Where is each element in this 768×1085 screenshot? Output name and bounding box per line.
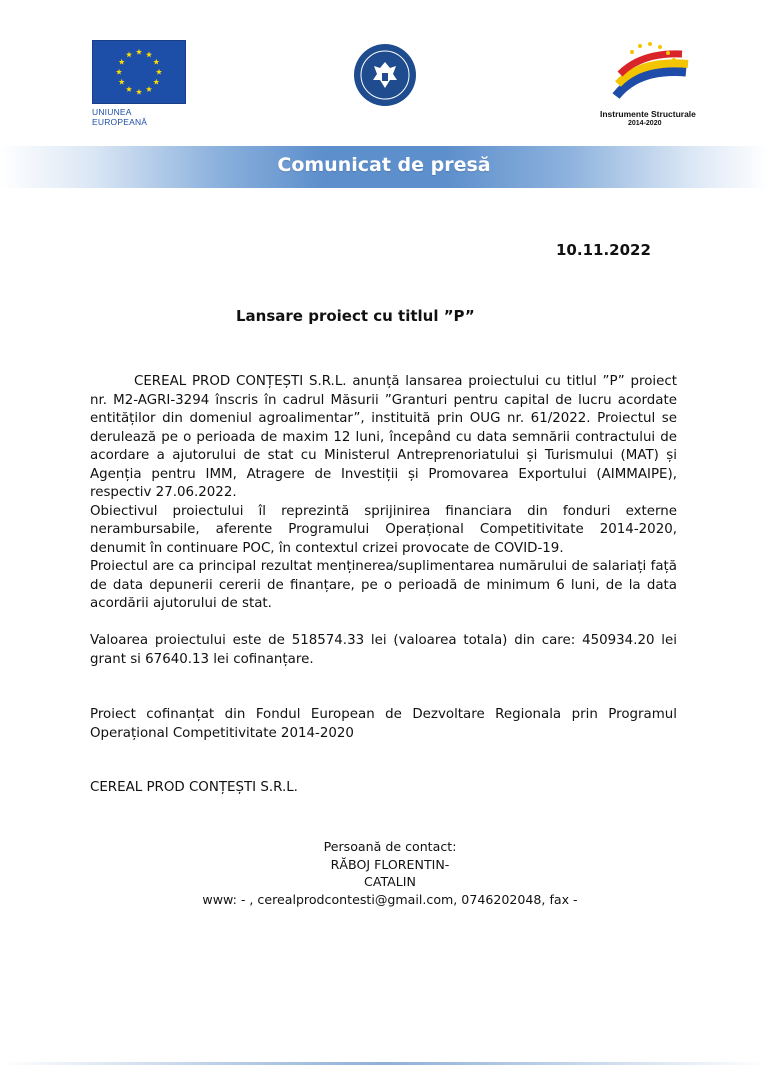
eu-flag-icon bbox=[92, 40, 186, 104]
eu-star-icon bbox=[119, 59, 125, 65]
eu-star-icon bbox=[156, 69, 162, 75]
document-body bbox=[90, 373, 677, 743]
eu-logo bbox=[92, 40, 186, 127]
eu-star-icon bbox=[153, 59, 159, 65]
document-date: 10.11.2022 bbox=[556, 241, 651, 259]
contact-label: Persoană de contact: bbox=[323, 839, 457, 854]
eu-star-icon bbox=[136, 89, 142, 95]
eu-logo-caption: UNIUNEA EUROPEANĂ bbox=[92, 107, 148, 127]
document-title: Lansare proiect cu titlul ”P” bbox=[236, 307, 475, 325]
paragraph-result: Proiectul are ca principal rezultat menținerea/suplimentarea numărului de salariați față de data depunerii cererii de finanțare, pe o perioadă de minimum 6 luni, de la data acordării ajutorului de stat. bbox=[90, 559, 677, 611]
eu-star-icon bbox=[126, 51, 132, 57]
company-signature: CEREAL PROD CONȚEȘTI S.R.L. bbox=[90, 780, 298, 795]
eu-star-icon bbox=[146, 86, 152, 92]
paragraph-project-value: Valoarea proiectului este de 518574.33 lei (valoarea totala) din care: 450934.20 lei grant si 67640.13 lei cofinanțare. bbox=[90, 633, 677, 667]
contact-name-line2: CATALIN bbox=[364, 874, 416, 889]
footer-divider bbox=[0, 1062, 768, 1065]
paragraph-announcement: CEREAL PROD CONȚEȘTI S.R.L. anunță lansarea proiectului cu titlul ”P” proiect nr. M2-AGRI-3294 înscris în cadrul Măsurii ”Granturi pentru capital de lucru acordate entităților din domeniul agroalimentar”, instituită prin OUG nr. 61/2022. Proiectul se derulează pe o perioada de maxim 12 luni, începând cu data semnării contractului de acordare a ajutorului de stat cu Ministerul Antreprenoriatului și Turismului (MAT) și Agenția pentru IMM, Atragere de Investiții și Promovarea Exportului (AIMMAIPE), respectiv 27.06.2022. bbox=[90, 374, 677, 500]
guvernul-romaniei-seal-icon bbox=[352, 42, 418, 108]
eu-star-icon bbox=[119, 79, 125, 85]
contact-block bbox=[150, 838, 630, 908]
structural-logo-caption: Instrumente Structurale bbox=[600, 109, 696, 119]
banner-title: Comunicat de presă bbox=[277, 154, 491, 176]
logo-header bbox=[0, 0, 768, 140]
eu-star-icon bbox=[146, 51, 152, 57]
contact-details: www: - , cerealprodcontesti@gmail.com, 0746202048, fax - bbox=[202, 891, 578, 907]
paragraph-objective: Obiectivul proiectului îl reprezintă sprijinirea financiara din fonduri externe nerambursabile, aferente Programului Operațional Competitivitate 2014-2020, denumit în continuare POC, în contextul crizei provocate de COVID-19. bbox=[90, 503, 677, 556]
eu-star-icon bbox=[153, 79, 159, 85]
press-release-banner bbox=[0, 146, 768, 188]
eu-star-icon bbox=[126, 86, 132, 92]
eu-star-icon bbox=[116, 69, 122, 75]
paragraph-cofinancing: Proiect cofinanțat din Fondul European de Dezvoltare Regionala prin Programul Operațional Competitivitate 2014-2020 bbox=[90, 707, 677, 741]
eu-star-icon bbox=[136, 49, 142, 55]
contact-name-line1: RĂBOJ FLORENTIN- bbox=[330, 856, 450, 872]
structural-logo-years: 2014-2020 bbox=[628, 120, 662, 127]
